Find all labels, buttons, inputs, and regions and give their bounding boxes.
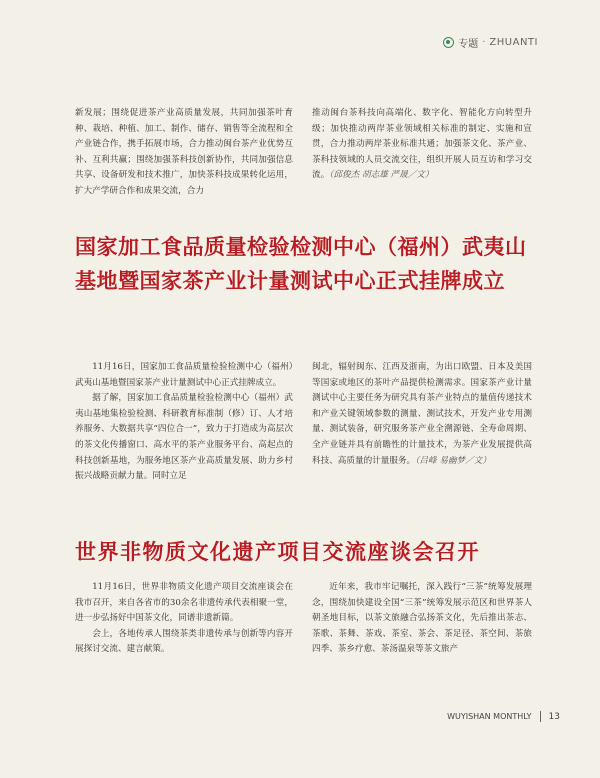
article2-title: 国家加工食品质量检验检测中心（福州）武夷山基地暨国家茶产业计量测试中心正式挂牌成立: [75, 234, 527, 293]
article1-left-text: 新发展；围绕促进茶产业高质量发展，共同加强茶叶育种、栽培、种植、加工、制作、储存、销售等全流程和全产业链合作，携手拓展市场，合力推动闽台茶产业优势互补、互利共赢；围绕加强茶科技创新协作，共同加强信息共享、设备研发和技术推广，加快茶科技成果转化运用，扩大产学研合作和成果交流，合力: [75, 108, 293, 196]
article2-right-paragraph: 闽北，辐射闽东、江西及浙南，为出口欧盟、日本及美国等国家或地区的茶叶产品提供检测需求。国家茶产业计量测试中心主要任务为研究具有茶产业特点的量值传递技术和产业关键领域参数的测量、测试技术，开发产业专用测量、测试装备，研究服务茶产业全溯源链、全寿命周期、全产业链并具有前瞻性的计量技术，为茶产业发展提供高科技、高质量的计量服务。: [312, 362, 532, 466]
article3-left-column: [75, 580, 293, 658]
article2-left-column: [75, 360, 293, 485]
section-label-en: ZHUANTI: [489, 37, 538, 48]
page-footer: [447, 711, 560, 722]
article1-left-column: [75, 106, 293, 200]
article1-byline: （邱俊杰 胡志雄 严晟／文）: [329, 170, 434, 181]
section-label-cn: 专题: [458, 39, 479, 50]
header-separator: ·: [482, 37, 486, 48]
magazine-name: WUYISHAN MONTHLY: [447, 712, 532, 721]
article3-title: 世界非物质文化遗产项目交流座谈会召开: [75, 539, 480, 564]
article2-left-paragraph-2: 据了解，国家加工食品质量检验检测中心（福州）武夷山基地集检验检测、科研教育标准制（修）订、人才培养服务、大数据共享“四位合一”，致力于打造成为高层次的茶文化传播窗口、高水平的茶产业服务平台、高起点的科技创新基地，为服务地区茶产业高质量发展、助力乡村振兴战略贡献力量。同时立足: [75, 393, 293, 482]
section-header: [443, 35, 538, 50]
article1-right-text: 推动闽台茶科技向高端化、数字化、智能化方向转型升级；加快推动两岸茶业领域相关标准的制定、实施和宣贯，合力推动两岸茶业标准共通；加强茶文化、茶产业、茶科技领域的人员交流交往，组织开展人员互访和学习交流。: [312, 108, 532, 181]
article2-byline: （吕峰 易幽梦／文）: [415, 455, 491, 466]
article3-left-paragraph-1: 11月16日，世界非物质文化遗产项目交流座谈会在我市召开，来自各省市的30余名非遗传承代表相聚一堂，进一步弘扬好中国茶文化，同谱非遗新篇。: [75, 582, 293, 624]
tea-logo-icon: [443, 37, 454, 48]
page-number: 13: [548, 711, 560, 722]
article2-left-paragraph-1: 11月16日，国家加工食品质量检验检测中心（福州）武夷山基地暨国家茶产业计量测试中心正式挂牌成立。: [75, 362, 293, 388]
article1-right-column: [312, 106, 532, 184]
article3-right-paragraph: 近年来，我市牢记嘱托，深入践行“三茶”统筹发展理念，围绕加快建设全国“三茶”统筹发展示范区和世界茶人朝圣地目标，以茶文旅融合弘扬茶文化，先后推出茶志、茶歌、茶舞、茶戏、茶室、茶会、茶足径、茶空间、茶旅四季、茶乡疗愈、茶汤温泉等茶文旅产: [312, 582, 532, 655]
footer-divider: [540, 711, 541, 722]
article2-right-column: [312, 360, 532, 469]
article3-left-paragraph-2: 会上，各地传承人围绕茶类非遗传承与创新等内容开展探讨交流、建言献策。: [75, 628, 293, 655]
article3-right-column: [312, 580, 532, 658]
